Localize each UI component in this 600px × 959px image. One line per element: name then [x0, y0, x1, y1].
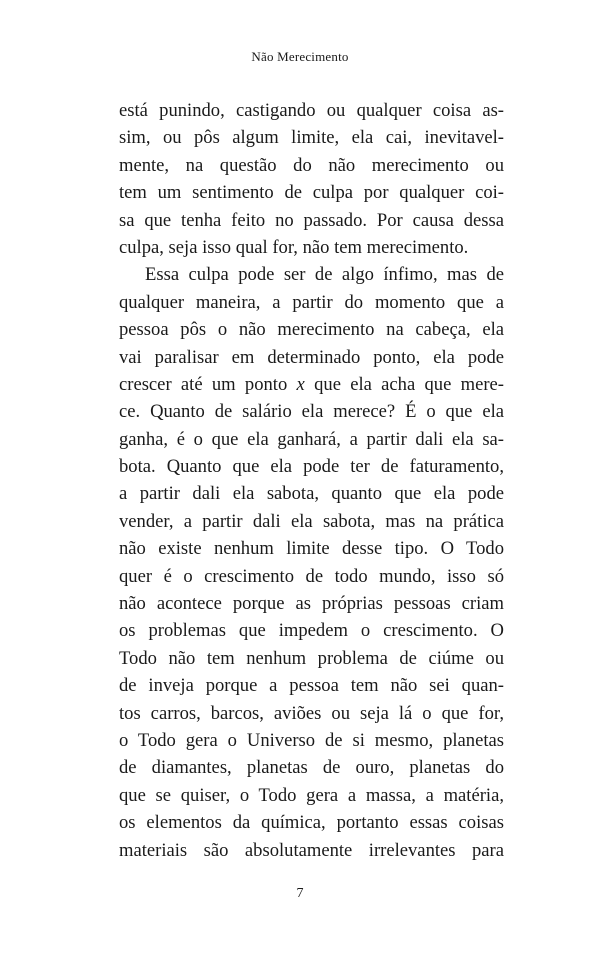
- text-line: os elementos da química, portanto essas coisas: [119, 812, 504, 834]
- paragraph-1: [119, 97, 504, 261]
- running-head: Não Merecimento: [251, 49, 349, 64]
- text-line: [119, 371, 504, 398]
- text-line: sa que tenha feito no passado. Por causa dessa: [119, 209, 504, 231]
- text-line: qualquer maneira, a partir do momento que a: [119, 291, 504, 313]
- text-line: que se quiser, o Todo gera a massa, a matéria,: [119, 784, 504, 806]
- text-line: a partir dali ela sabota, quanto que ela pode: [119, 483, 504, 505]
- text-line: vender, a partir dali ela sabota, mas na prática: [119, 510, 504, 532]
- text-line: ganha, é o que ela ganhará, a partir dali ela sa-: [119, 428, 504, 450]
- text-line: Todo não tem nenhum problema de ciúme ou: [119, 647, 504, 669]
- text-line: tos carros, barcos, aviões ou seja lá o que for,: [119, 702, 504, 724]
- text-line: o Todo gera o Universo de si mesmo, planetas: [119, 729, 504, 751]
- text-line: tem um sentimento de culpa por qualquer coi-: [119, 182, 504, 204]
- text-line: não acontece porque as próprias pessoas criam: [119, 593, 504, 615]
- text-line: mente, na questão do não merecimento ou: [119, 154, 504, 176]
- text-line: ce. Quanto de salário ela merece? É o que ela: [119, 401, 504, 423]
- page-number: 7: [296, 886, 304, 901]
- text-line: de diamantes, planetas de ouro, planetas do: [119, 757, 504, 779]
- text-line: quer é o crescimento de todo mundo, isso só: [119, 565, 504, 587]
- paragraph-2: [119, 261, 504, 864]
- text-line: materiais são absolutamente irrelevantes para: [119, 839, 504, 861]
- text-line: vai paralisar em determinado ponto, ela pode: [119, 346, 504, 368]
- text-line: está punindo, castigando ou qualquer coisa as-: [119, 100, 504, 121]
- text-line: de inveja porque a pessoa tem não sei quan-: [119, 675, 504, 697]
- text-run: crescer até um ponto: [119, 373, 297, 395]
- text-line: sim, ou pôs algum limite, ela cai, inevitavel-: [119, 127, 504, 149]
- text-line: os problemas que impedem o crescimento. O: [119, 620, 504, 642]
- text-line: pessoa pôs o não merecimento na cabeça, ela: [119, 319, 504, 341]
- text-run: que ela acha que mere-: [304, 373, 504, 395]
- italic-variable: x: [296, 373, 305, 395]
- text-line: bota. Quanto que ela pode ter de faturamento,: [119, 456, 504, 478]
- text-line: não existe nenhum limite desse tipo. O Todo: [119, 538, 504, 560]
- text-line: Essa culpa pode ser de algo ínfimo, mas de: [145, 264, 504, 286]
- body-text: [119, 97, 504, 864]
- text-line: culpa, seja isso qual for, não tem merecimento.: [119, 236, 469, 258]
